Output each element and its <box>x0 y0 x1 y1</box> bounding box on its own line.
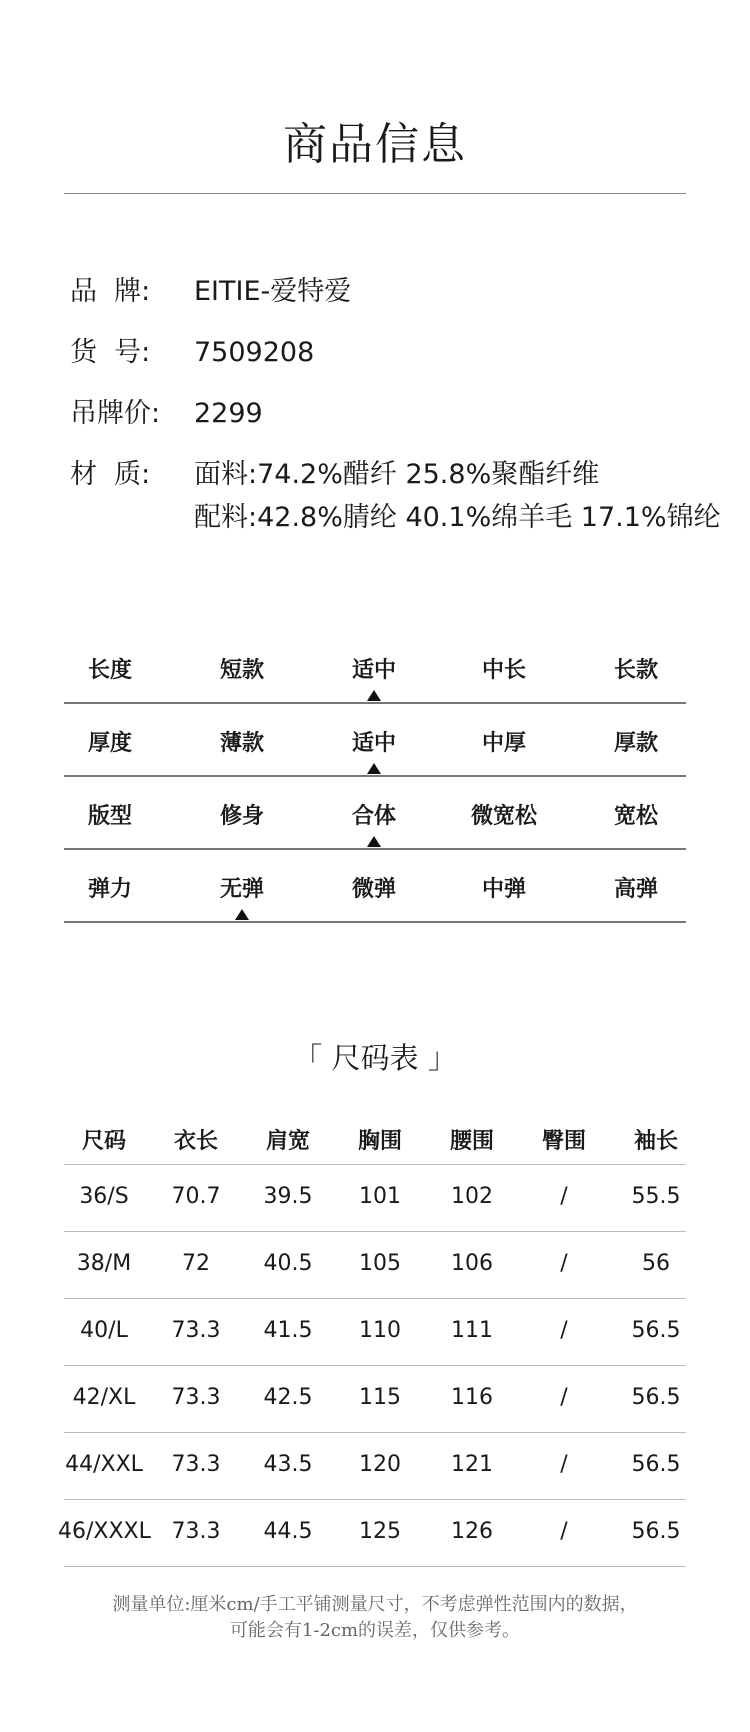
column-header: 胸围 <box>357 1129 402 1154</box>
footnote-line-2: 可能会有1-2cm的误差，仅供参考。 <box>229 1620 521 1641</box>
table-cell: 126 <box>451 1519 493 1544</box>
table-cell: 116 <box>451 1385 493 1410</box>
selected-marker-icon <box>367 763 381 774</box>
table-cell: 38/M <box>76 1251 132 1276</box>
scale-option: 厚款 <box>613 731 658 756</box>
table-cell: 55.5 <box>631 1184 681 1209</box>
table-cell: 36/S <box>79 1184 129 1209</box>
row-divider <box>64 1298 686 1299</box>
table-cell: 106 <box>451 1251 493 1276</box>
scale-row <box>64 802 686 875</box>
scale-row <box>64 729 686 802</box>
info-label: 材 质: <box>70 459 151 490</box>
scale-option: 中厚 <box>481 731 526 756</box>
scale-option: 合体 <box>351 804 396 829</box>
column-header: 肩宽 <box>265 1129 310 1154</box>
scale-option: 宽松 <box>613 804 658 829</box>
table-cell: 73.3 <box>171 1385 221 1410</box>
table-cell: 73.3 <box>171 1318 221 1343</box>
scale-label: 厚度 <box>87 731 132 756</box>
table-cell: 43.5 <box>263 1452 313 1477</box>
table-cell: 120 <box>359 1452 401 1477</box>
table-cell: 56 <box>642 1251 670 1276</box>
scale-row <box>64 656 686 729</box>
page-title: 商品信息 <box>283 119 467 170</box>
scale-option: 长款 <box>613 658 658 683</box>
table-cell: 111 <box>451 1318 493 1343</box>
table-cell: 73.3 <box>171 1519 221 1544</box>
table-cell: 46/XXXL <box>58 1519 151 1544</box>
info-label: 货 号: <box>70 337 151 368</box>
scale-option: 修身 <box>219 804 264 829</box>
info-label: 吊牌价: <box>70 398 161 429</box>
scale-divider <box>64 921 686 923</box>
selected-marker-icon <box>235 909 249 920</box>
table-cell: 56.5 <box>631 1452 681 1477</box>
table-cell: 41.5 <box>263 1318 313 1343</box>
scale-option: 适中 <box>351 731 396 756</box>
column-header: 尺码 <box>81 1129 126 1154</box>
column-header: 袖长 <box>633 1129 678 1154</box>
table-cell: / <box>560 1318 568 1343</box>
row-divider <box>64 1164 686 1165</box>
column-header: 腰围 <box>449 1129 494 1154</box>
table-cell: 72 <box>182 1251 210 1276</box>
table-cell: 56.5 <box>631 1385 681 1410</box>
column-header: 衣长 <box>173 1129 218 1154</box>
table-cell: 44/XXL <box>65 1452 143 1477</box>
scale-option: 中弹 <box>481 877 526 902</box>
scale-option: 适中 <box>351 658 396 683</box>
table-cell: 70.7 <box>171 1184 221 1209</box>
scale-row <box>64 875 686 948</box>
scale-option: 微弹 <box>351 877 396 902</box>
table-cell: / <box>560 1519 568 1544</box>
scale-divider <box>64 775 686 777</box>
table-cell: 44.5 <box>263 1519 313 1544</box>
size-chart-title: 「 尺码表 」 <box>293 1041 457 1075</box>
table-cell: / <box>560 1184 568 1209</box>
info-value: 配料:42.8%腈纶 40.1%绵羊毛 17.1%锦纶 <box>194 502 721 533</box>
row-divider <box>64 1499 686 1500</box>
table-cell: / <box>560 1251 568 1276</box>
row-divider <box>64 1432 686 1433</box>
row-divider <box>64 1566 686 1567</box>
row-divider <box>64 1231 686 1232</box>
title-divider <box>64 193 686 194</box>
scale-option: 无弹 <box>219 877 264 902</box>
scale-label: 长度 <box>87 658 132 683</box>
table-cell: 102 <box>451 1184 493 1209</box>
scale-option: 短款 <box>219 658 264 683</box>
row-divider <box>64 1365 686 1366</box>
selected-marker-icon <box>367 836 381 847</box>
scale-label: 版型 <box>87 804 132 829</box>
scale-divider <box>64 848 686 850</box>
footnote-line-1: 测量单位:厘米cm/手工平铺测量尺寸，不考虑弹性范围内的数据， <box>112 1594 638 1615</box>
column-header: 臀围 <box>541 1129 586 1154</box>
table-cell: 42/XL <box>72 1385 136 1410</box>
table-cell: / <box>560 1385 568 1410</box>
table-cell: 105 <box>359 1251 401 1276</box>
info-value: 面料:74.2%醋纤 25.8%聚酯纤维 <box>194 459 600 490</box>
table-cell: 39.5 <box>263 1184 313 1209</box>
measurement-footnote <box>0 1592 750 1644</box>
table-cell: 115 <box>359 1385 401 1410</box>
table-cell: 40.5 <box>263 1251 313 1276</box>
table-cell: 125 <box>359 1519 401 1544</box>
selected-marker-icon <box>367 690 381 701</box>
info-value: 2299 <box>194 398 263 429</box>
table-cell: 73.3 <box>171 1452 221 1477</box>
info-value: EITIE-爱特爱 <box>194 276 352 307</box>
scale-option: 薄款 <box>219 731 264 756</box>
scale-option: 高弹 <box>613 877 658 902</box>
scale-option: 中长 <box>481 658 526 683</box>
scale-divider <box>64 702 686 704</box>
table-cell: 40/L <box>80 1318 128 1343</box>
table-cell: 110 <box>359 1318 401 1343</box>
table-cell: / <box>560 1452 568 1477</box>
table-cell: 56.5 <box>631 1519 681 1544</box>
scale-option: 微宽松 <box>470 804 537 829</box>
table-cell: 121 <box>451 1452 493 1477</box>
table-cell: 101 <box>359 1184 401 1209</box>
info-label: 品 牌: <box>70 276 151 307</box>
table-cell: 56.5 <box>631 1318 681 1343</box>
info-value: 7509208 <box>194 337 315 368</box>
scale-label: 弹力 <box>87 877 132 902</box>
table-cell: 42.5 <box>263 1385 313 1410</box>
